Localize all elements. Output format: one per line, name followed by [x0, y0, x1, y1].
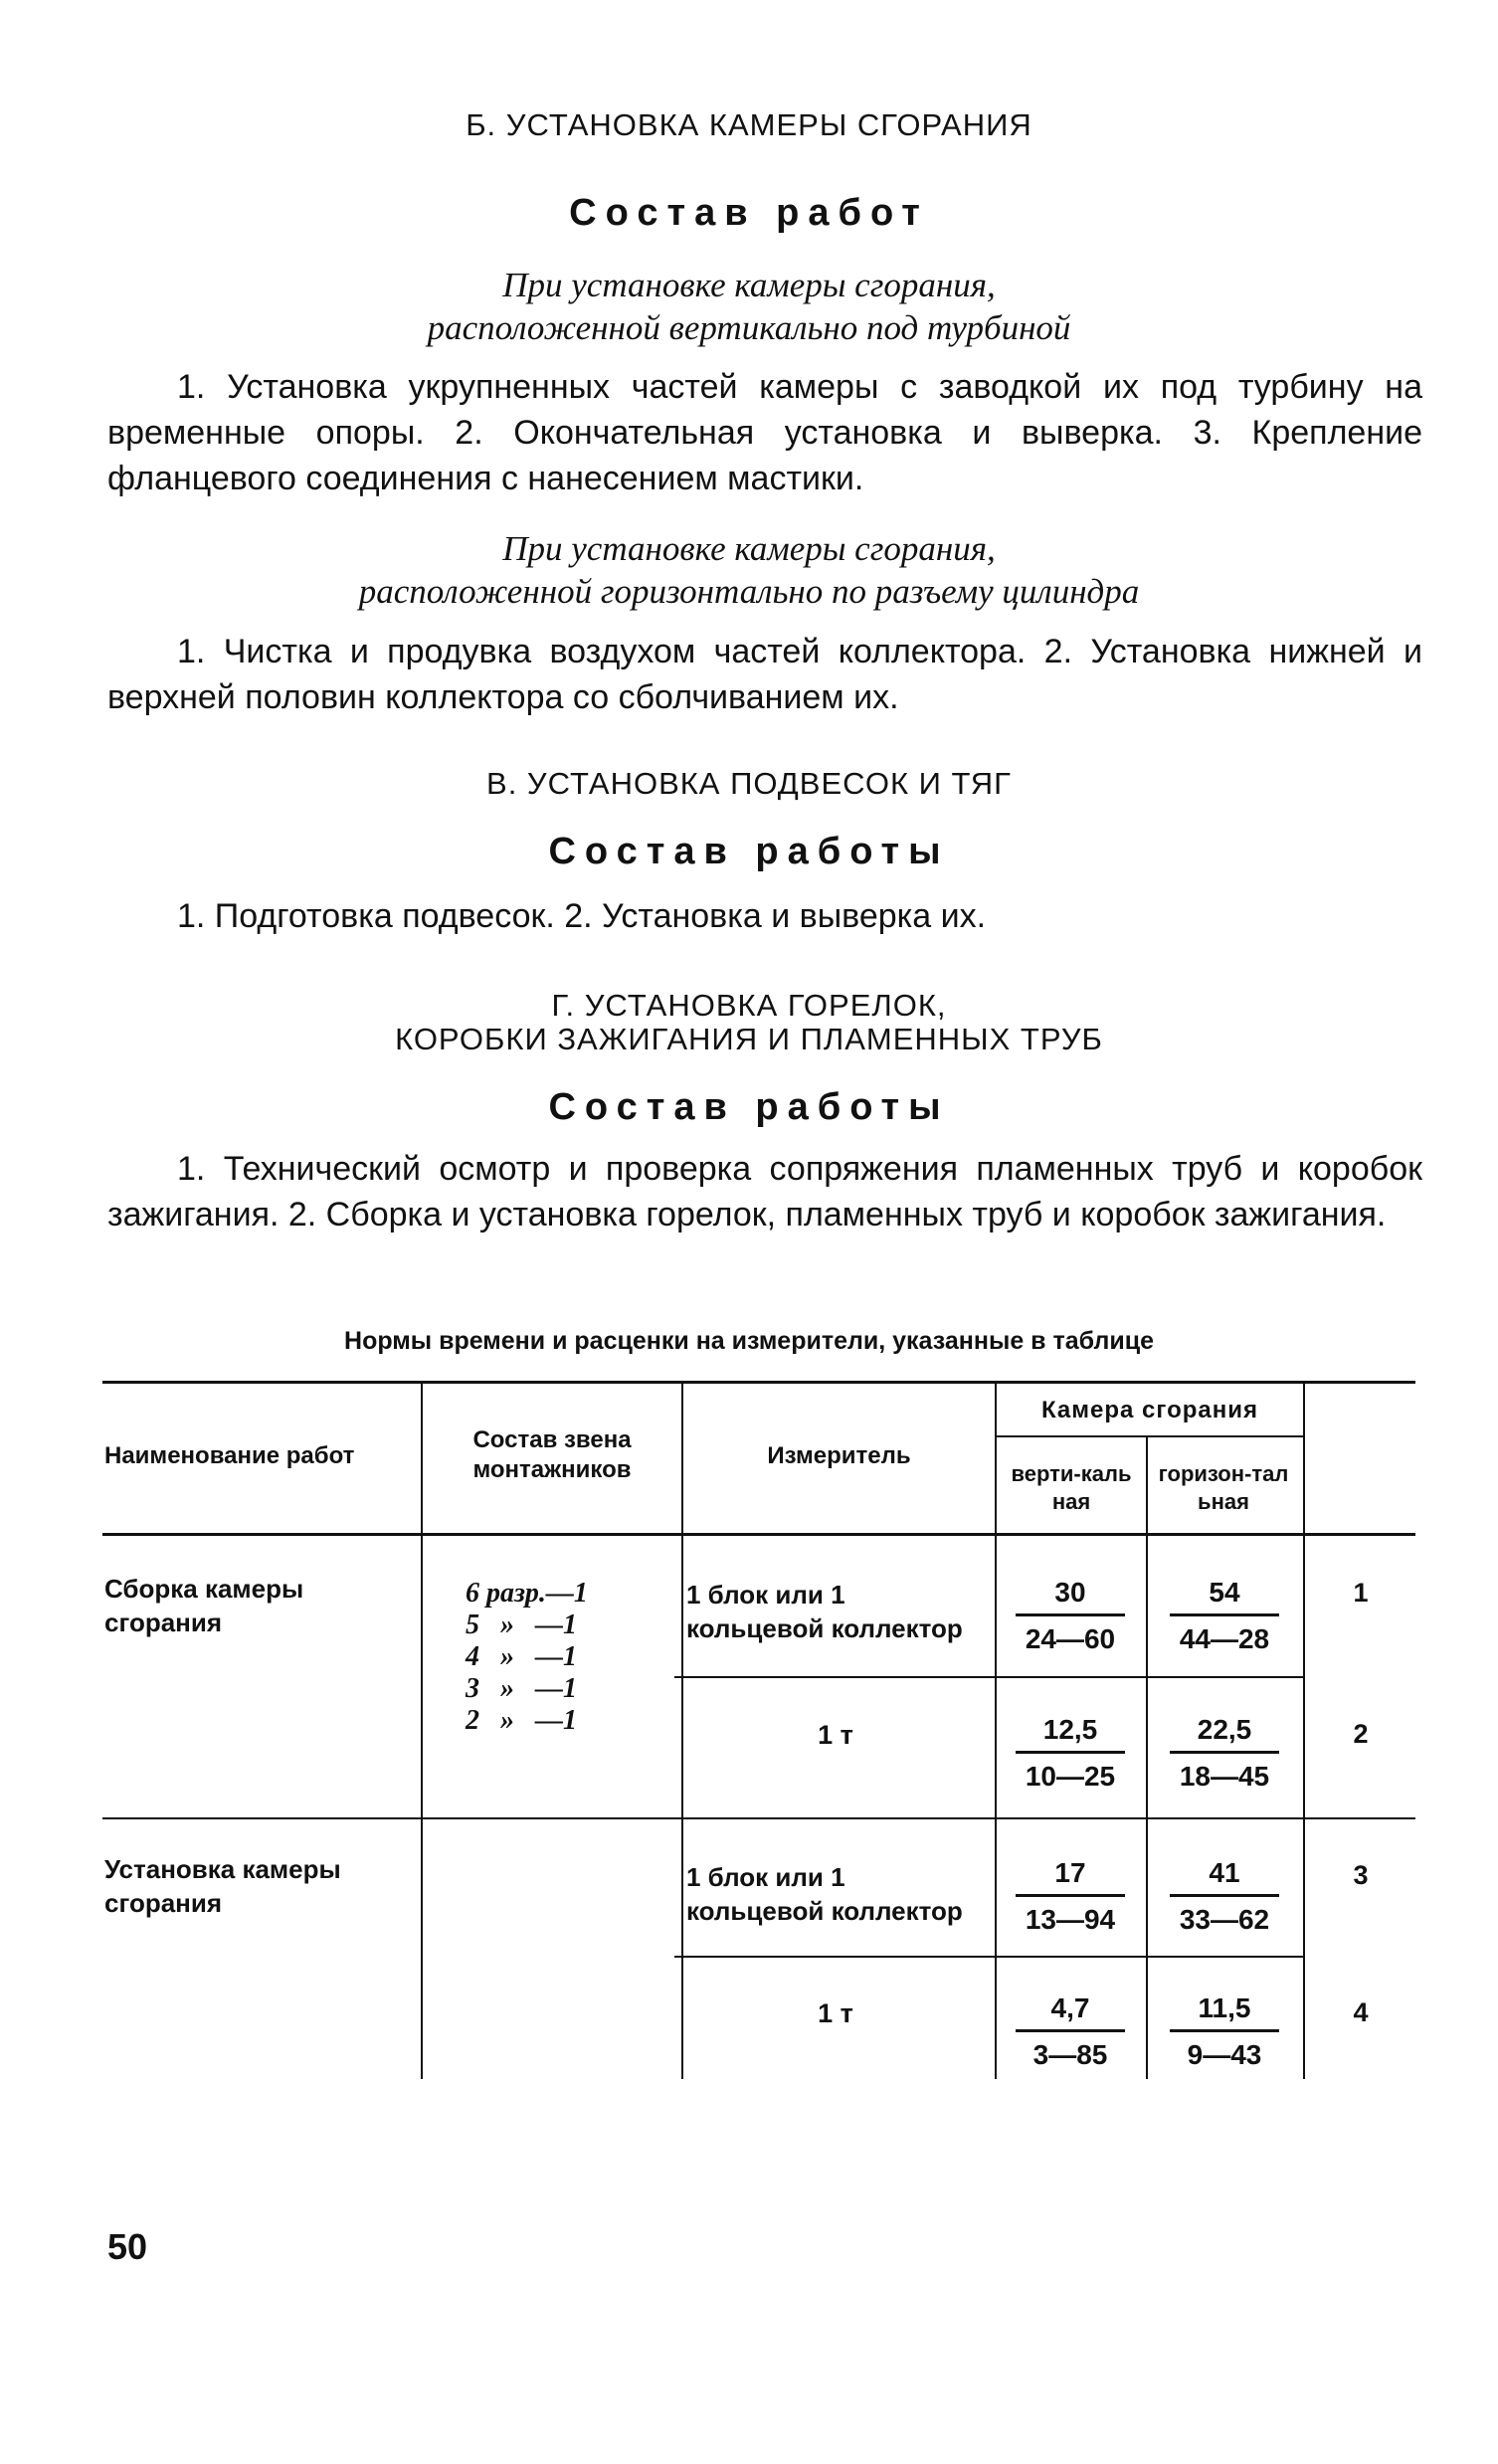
- section-b-paragraph-2: 1. Чистка и продувка воздухом частей коллектора. 2. Установка нижней и верхней половин коллектора со сболчиванием их.: [107, 633, 1422, 716]
- section-b-title: Б. УСТАНОВКА КАМЕРЫ СГОРАНИЯ: [466, 107, 1032, 142]
- col-rule-vertical: [995, 1383, 997, 2079]
- row-3-vertical-norm: 17: [1054, 1857, 1086, 1888]
- header-vertical: верти-кальная: [1011, 1461, 1132, 1514]
- fraction-bar: [1170, 1751, 1279, 1754]
- row-2-horizontal-rate: 18—45: [1179, 1761, 1270, 1792]
- crew-line-1: 6 разр.—1: [466, 1578, 588, 1609]
- header-chamber: Камера сгорания: [1040, 1397, 1258, 1423]
- section-b-subtitle-1-line-1: При установке камеры сгорания,: [502, 266, 996, 304]
- row-1-vertical-norm: 30: [1054, 1577, 1086, 1608]
- row-4-horizontal-norm: 11,5: [1198, 1992, 1251, 2023]
- section-b-subtitle-1-line-2: расположенной вертикально под турбиной: [427, 308, 1071, 347]
- fraction-bar: [1170, 1613, 1279, 1616]
- row-2-vertical-value: [1006, 1711, 1135, 1796]
- fraction-bar: [1016, 2029, 1125, 2032]
- section-v-paragraph: 1. Подготовка подвесок. 2. Установка и выверка их.: [177, 897, 987, 935]
- row-3-horizontal-norm: 41: [1209, 1857, 1240, 1888]
- row-1-horizontal-norm: 54: [1209, 1577, 1240, 1608]
- row-1-unit: 1 блок или 1 кольцевой коллектор: [686, 1580, 963, 1643]
- row-1-horizontal-value: [1160, 1574, 1289, 1658]
- section-b-paragraph-1: 1. Установка укрупненных частей камеры с заводкой их под турбину на временные опоры. 2. Окончательная установка и выверка. 3. Крепление фланцевого соединения с нанесением мастики.: [107, 368, 1422, 497]
- section-g-title-line-2: КОРОБКИ ЗАЖИГАНИЯ И ПЛАМЕННЫХ ТРУБ: [395, 1022, 1103, 1056]
- section-g-sostav: Состав работы: [548, 1086, 950, 1128]
- fraction-bar: [1170, 2029, 1279, 2032]
- row-2-number: 2: [1353, 1719, 1369, 1749]
- row-1-vertical-value: [1006, 1574, 1135, 1658]
- fraction-bar: [1016, 1613, 1125, 1616]
- row-4-vertical-rate: 3—85: [1032, 2039, 1108, 2070]
- section-b-subtitle-2-line-2: расположенной горизонтально по разъему цилиндра: [358, 572, 1140, 611]
- row-3-vertical-value: [1006, 1854, 1135, 1939]
- col-rule-unit: [681, 1383, 683, 2079]
- section-b-subtitle-2-line-1: При установке камеры сгорания,: [502, 529, 996, 568]
- section-g-title-line-1: Г. УСТАНОВКА ГОРЕЛОК,: [551, 988, 947, 1023]
- crew-line-2: 5 » —1: [466, 1610, 577, 1640]
- crew-line-4: 3 » —1: [466, 1673, 577, 1704]
- row-1-horizontal-rate: 44—28: [1179, 1623, 1270, 1654]
- header-crew: Состав звена монтажников: [472, 1426, 632, 1483]
- col-rule-number: [1303, 1383, 1305, 2079]
- section-v-title: В. УСТАНОВКА ПОДВЕСОК И ТЯГ: [486, 766, 1012, 801]
- table-caption: Нормы времени и расценки на измерители, указанные в таблице: [344, 1327, 1154, 1355]
- row-3-unit: 1 блок или 1 кольцевой коллектор: [686, 1862, 963, 1926]
- row-4-horizontal-rate: 9—43: [1187, 2039, 1262, 2070]
- row-4-vertical-value: [1006, 1990, 1135, 2074]
- section-v-sostav: Состав работы: [548, 831, 950, 872]
- crew-line-5: 2 » —1: [466, 1705, 577, 1736]
- crew-line-3: 4 » —1: [466, 1641, 577, 1672]
- row-3-horizontal-rate: 33—62: [1179, 1904, 1270, 1935]
- row-1-number: 1: [1353, 1578, 1369, 1608]
- row-3-vertical-rate: 13—94: [1025, 1904, 1116, 1935]
- table-header-rule: [102, 1533, 1415, 1536]
- row-2-horizontal-value: [1160, 1711, 1289, 1796]
- header-unit: Измеритель: [767, 1442, 911, 1469]
- page-number: 50: [107, 2226, 148, 2267]
- row-2-horizontal-norm: 22,5: [1197, 1714, 1252, 1745]
- fraction-bar: [1016, 1894, 1125, 1897]
- row-group-rule: [102, 1817, 1415, 1819]
- section-g-paragraph: 1. Технический осмотр и проверка сопряжения пламенных труб и коробок зажигания. 2. Сборка и установка горелок, пламенных труб и коробок зажигания.: [107, 1150, 1422, 1233]
- chamber-subheader-rule: [995, 1435, 1303, 1437]
- row-2-vertical-rate: 10—25: [1025, 1761, 1116, 1792]
- row-1-vertical-rate: 24—60: [1025, 1623, 1116, 1654]
- row-3-rule: [674, 1956, 1303, 1958]
- header-horizontal: горизон-тальная: [1158, 1461, 1289, 1514]
- row-4-number: 4: [1353, 1997, 1369, 2027]
- row-3-work-name: Установка камеры сгорания: [104, 1854, 341, 1918]
- col-rule-horizontal: [1146, 1437, 1148, 2079]
- fraction-bar: [1016, 1751, 1125, 1754]
- row-4-unit: 1 т: [818, 1998, 853, 2028]
- section-b-sostav: Состав работ: [569, 192, 929, 234]
- row-3-horizontal-value: [1160, 1854, 1289, 1939]
- fraction-bar: [1170, 1894, 1279, 1897]
- table-top-rule: [102, 1381, 1415, 1384]
- row-3-number: 3: [1353, 1860, 1369, 1890]
- row-4-vertical-norm: 4,7: [1050, 1992, 1090, 2023]
- col-rule-crew: [421, 1383, 423, 2079]
- row-1-work-name: Сборка камеры сгорания: [104, 1574, 304, 1637]
- row-2-vertical-norm: 12,5: [1042, 1714, 1098, 1745]
- row-1-rule: [674, 1676, 1303, 1678]
- row-2-unit: 1 т: [818, 1720, 853, 1750]
- row-4-horizontal-value: [1160, 1990, 1289, 2074]
- header-work-name: Наименование работ: [104, 1442, 355, 1469]
